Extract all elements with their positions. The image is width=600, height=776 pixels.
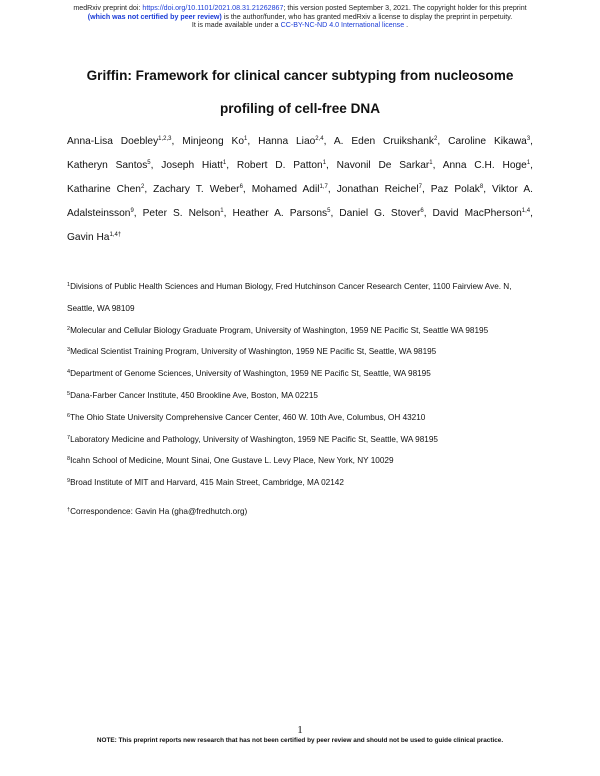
page-number: 1: [297, 724, 303, 736]
author-affiliation-mark: 2,4: [315, 136, 324, 142]
author-affiliation-mark: 6: [239, 184, 243, 190]
author: [153, 184, 252, 195]
author: [337, 160, 443, 171]
affiliation-3: $^3$Medical Scientist Training Program, University of Washington, 1959 NE Pacific St, Seattle, WA 98195: [67, 347, 437, 357]
author: [232, 208, 339, 219]
author: [161, 160, 237, 171]
author-line: [67, 154, 533, 178]
author-line: [67, 130, 533, 154]
header-line-1: medRxiv preprint doi: https://doi.org/10.1101/2021.08.31.21262867; this version posted September 3, 2021. The copyright holder for this preprint: [73, 4, 527, 12]
author-affiliation-mark: 8: [479, 184, 484, 190]
affiliation-7: $^7$Laboratory Medicine and Pathology, University of Washington, 1959 NE Pacific St, Seattle, WA 98195: [67, 434, 438, 444]
correspondence: †Correspondence: Gavin Ha (gha@fredhutch.org): [67, 507, 248, 516]
author-name: Anna-Lisa Doebley: [67, 136, 159, 147]
affiliation-9: $^9$Broad Institute of MIT and Harvard, 415 Main Street, Cambridge, MA 02142: [67, 478, 344, 488]
author-line: [67, 226, 533, 250]
author-name: Hanna Liao: [258, 136, 316, 147]
author-affiliation-mark: 1,2,3: [158, 136, 172, 142]
author-affiliation-mark: 1: [222, 160, 227, 166]
author-separator: ,: [144, 184, 154, 195]
header-line-3: It is made available under a CC-BY-NC-ND 4.0 International license .: [191, 21, 409, 30]
author-separator: ,: [150, 160, 162, 171]
author-affiliation-mark: 5: [327, 208, 331, 214]
author-name: Jonathan Reichel: [336, 184, 419, 195]
author: [67, 136, 182, 147]
author-separator: ,: [326, 160, 337, 171]
author-name: Daniel G. Stover: [339, 208, 421, 219]
affiliation-list: [67, 276, 537, 494]
author-separator: ,: [483, 184, 493, 195]
author-affiliation-mark: 5: [147, 160, 151, 166]
author-name: Paz Polak: [430, 184, 480, 195]
author-name: A. Eden Cruikshank: [333, 136, 435, 147]
author: [67, 160, 161, 171]
author-affiliation-mark: 1: [322, 160, 327, 166]
preprint-header: [20, 4, 580, 30]
author-separator: ,: [530, 136, 533, 147]
author-name: Caroline Kikawa: [448, 136, 527, 147]
author-list: [67, 130, 533, 250]
author-affiliation-mark: 1: [526, 160, 531, 166]
author-affiliation-mark: 3: [526, 136, 531, 142]
author-name: Joseph Hiatt: [161, 160, 223, 171]
author-separator: ,: [330, 208, 340, 219]
author-separator: ,: [242, 184, 252, 195]
author: [448, 136, 533, 147]
author-affiliation-mark: 7: [418, 184, 422, 190]
affiliation-5: $^5$Dana-Farber Cancer Institute, 450 Brookline Ave, Boston, MA 02215: [67, 390, 318, 400]
author: [67, 232, 121, 243]
author-name: Robert D. Patton: [236, 160, 323, 171]
author: [431, 184, 492, 195]
author: [67, 208, 143, 219]
title-line-2: profiling of cell-free DNA: [219, 101, 381, 116]
author-line: [67, 178, 533, 202]
author-name: Heather A. Parsons: [232, 208, 328, 219]
author: [67, 184, 153, 195]
author-name: Zachary T. Weber: [153, 184, 240, 195]
author-affiliation-mark: 2: [434, 136, 438, 142]
author-name: Katheryn Santos: [67, 160, 148, 171]
author: [237, 160, 337, 171]
author: [492, 184, 533, 195]
header-line-2: (which was not certified by peer review) is the author/funder, who has granted medRxiv a license to display the preprint in perpetuity.: [87, 12, 513, 21]
license-link[interactable]: CC-BY-NC-ND 4.0 International license: [280, 21, 405, 30]
author-name: Peter S. Nelson: [142, 208, 221, 219]
affiliation-8: $^8$Icahn School of Medicine, Mount Sinai, One Gustave L. Levy Place, New York, NY 10029: [67, 456, 394, 466]
author-affiliation-mark: 2: [140, 184, 145, 190]
author-name: David MacPherson: [432, 208, 522, 219]
author-separator: ,: [423, 208, 433, 219]
author-separator: ,: [530, 160, 534, 171]
author: [339, 208, 432, 219]
author-name: Gavin Ha: [67, 232, 110, 243]
footer-note: NOTE: This preprint reports new research that has not been certified by peer review and should not be used to guide clinical practice.: [96, 737, 504, 744]
author-affiliation-mark: 9: [130, 208, 134, 214]
author-affiliation-mark: 1,7: [319, 184, 328, 190]
author-separator: ,: [171, 136, 183, 147]
author: [182, 136, 258, 147]
author-separator: ,: [226, 160, 237, 171]
author-separator: ,: [437, 136, 449, 147]
author: [337, 184, 431, 195]
author-separator: ,: [432, 160, 443, 171]
author-affiliation-mark: 1,4†: [109, 232, 122, 238]
author-line: [67, 202, 533, 226]
doi-link[interactable]: https://doi.org/10.1101/2021.08.31.21262867: [142, 4, 284, 12]
author-name: Anna C.H. Hoge: [442, 160, 527, 171]
author-affiliation-mark: 1,4: [521, 208, 531, 214]
author-affiliation-mark: 1: [244, 136, 248, 142]
author: [433, 208, 533, 219]
author-separator: ,: [421, 184, 431, 195]
author: [143, 208, 233, 219]
author-name: Mohamed Adil: [251, 184, 320, 195]
author-name: Adalsteinsson: [67, 208, 131, 219]
author-name: Navonil De Sarkar: [336, 160, 430, 171]
author-separator: ,: [223, 208, 233, 219]
author-separator: ,: [323, 136, 334, 147]
author-affiliation-mark: 1: [220, 208, 224, 214]
author-affiliation-mark: 1: [429, 160, 433, 166]
author: [252, 184, 337, 195]
affiliation-6: $^6$The Ohio State University Comprehensive Cancer Center, 460 W. 10th Ave, Columbus, OH 43210: [67, 412, 426, 422]
author-separator: ,: [247, 136, 259, 147]
author-name: Katharine Chen: [67, 184, 141, 195]
author-separator: ,: [530, 208, 533, 219]
author: [443, 160, 533, 171]
author: [334, 136, 448, 147]
author-name: Viktor A.: [492, 184, 533, 195]
author-name: Minjeong Ko: [182, 136, 244, 147]
author: [258, 136, 334, 147]
title-line-1: Griffin: Framework for clinical cancer subtyping from nucleosome: [86, 68, 514, 83]
author-separator: ,: [133, 208, 143, 219]
author-separator: ,: [327, 184, 337, 195]
affiliation-4: $^4$Department of Genome Sciences, University of Washington, 1959 NE Pacific St, Seattle, WA 98195: [67, 369, 431, 379]
affiliation-1: $^1$Divisions of Public Health Sciences and Human Biology, Fred Hutchinson Cancer Research Center, 1100 Fairview Ave. N, Seattle, WA 98109: [67, 282, 512, 313]
author-affiliation-mark: 6: [420, 208, 424, 214]
affiliation-2: $^2$Molecular and Cellular Biology Graduate Program, University of Washington, 1959 NE Pacific St, Seattle WA 98195: [67, 325, 489, 335]
paper-title: [40, 66, 560, 118]
